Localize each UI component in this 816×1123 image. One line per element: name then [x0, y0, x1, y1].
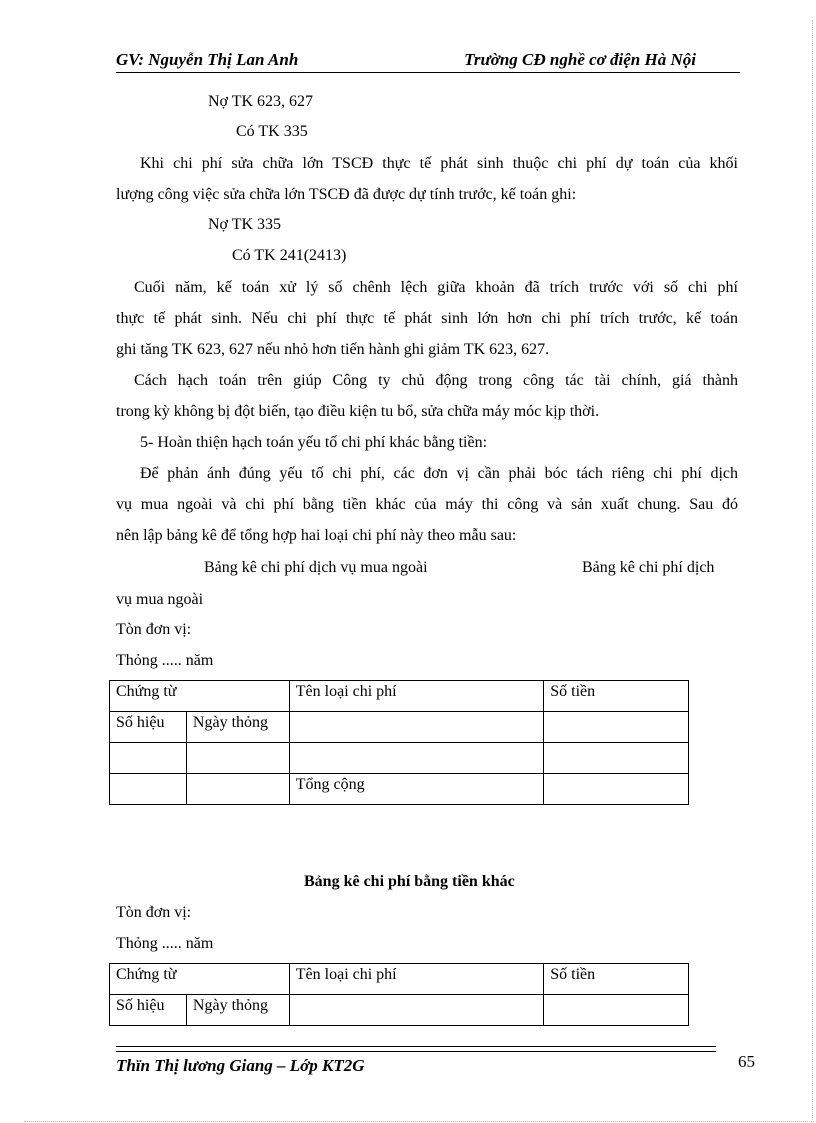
table-cell — [289, 712, 543, 743]
page-edge-bottom — [24, 1121, 814, 1122]
footer-author: Thïn Thị lương Giang – Lớp KT2G — [116, 1056, 365, 1075]
page-header — [116, 50, 740, 73]
entry-credit-241: Có TK 241(2413) — [232, 247, 347, 264]
table-cell — [186, 774, 289, 805]
section-5-heading: 5- Hoàn thiện hạch toán yếu tố chi phí khác bằng tiền: — [140, 434, 488, 451]
header-voucher: Chứng từ — [110, 681, 290, 712]
table-cell — [544, 743, 689, 774]
table-row — [110, 712, 689, 743]
unit-name-label-1: Tòn đơn vị: — [116, 621, 192, 638]
paragraph-3-line-2: trong kỳ không bị đột biến, tạo điều kiện tu bổ, sửa chữa máy móc kịp thời. — [116, 403, 600, 420]
unit-name-label-2: Tòn đơn vị: — [116, 904, 192, 921]
paragraph-4-line-2: vụ mua ngoài và chi phí bằng tiền khác của máy thi công và sản xuất chung. Sau đó — [116, 496, 738, 513]
paragraph-3-line-1: Cách hạch toán trên giúp Công ty chủ động trong công tác tài chính, giá thành — [134, 372, 738, 389]
header-school: Trường CĐ nghề cơ điện Hà Nội — [464, 50, 696, 69]
paragraph-2-line-2: thực tế phát sinh. Nếu chi phí thực tế phát sinh lớn hơn chi phí trích trước, kế toán — [116, 310, 738, 327]
table-1-title-repeat: Bảng kê chi phí dịch — [582, 559, 715, 576]
header-amount: Số tiền — [544, 964, 689, 995]
paragraph-1-line-2: lượng công việc sửa chữa lớn TSCĐ đã được dự tính trước, kế toán ghi: — [116, 186, 577, 203]
paragraph-4-line-3: nên lập bảng kê để tổng hợp hai loại chi phí này theo mẫu sau: — [116, 527, 517, 544]
page-edge-right — [812, 20, 813, 1120]
table-cell — [289, 743, 543, 774]
table-row — [110, 964, 689, 995]
header-expense-name: Tên loại chi phí — [289, 681, 543, 712]
expense-table-other-cash — [109, 963, 689, 1026]
table-1-title: Bảng kê chi phí dịch vụ mua ngoài — [204, 559, 428, 576]
table-cell — [110, 774, 187, 805]
table-row — [110, 743, 689, 774]
month-year-label-2: Thỏng ..... năm — [116, 935, 214, 952]
table-cell — [544, 712, 689, 743]
table-1-title-repeat-cont: vụ mua ngoài — [116, 591, 204, 608]
entry-credit-335: Có TK 335 — [236, 123, 308, 140]
header-expense-name: Tên loại chi phí — [289, 964, 543, 995]
header-voucher: Chứng từ — [110, 964, 290, 995]
paragraph-2-line-1: Cuối năm, kế toán xử lý số chênh lệch giữa khoản đã trích trước với số chi phí — [134, 279, 738, 296]
entry-debit-335: Nợ TK 335 — [208, 216, 282, 233]
paragraph-1-line-1: Khi chi phí sửa chữa lớn TSCĐ thực tế phát sinh thuộc chi phí dự toán của khối — [140, 155, 738, 172]
table-cell — [289, 995, 543, 1026]
header-voucher-number: Số hiệu — [110, 995, 187, 1026]
header-voucher-date: Ngày thỏng — [186, 712, 289, 743]
table-cell — [110, 743, 187, 774]
expense-table-outsourced — [109, 680, 689, 805]
table-row — [110, 774, 689, 805]
total-label: Tổng cộng — [289, 774, 543, 805]
header-teacher: GV: Nguyễn Thị Lan Anh — [116, 50, 299, 69]
month-year-label-1: Thỏng ..... năm — [116, 652, 214, 669]
entry-debit-623: Nợ TK 623, 627 — [208, 93, 314, 110]
table-row — [110, 681, 689, 712]
table-2-title: Bảng kê chi phí bằng tiền khác — [304, 873, 515, 890]
table-row — [110, 995, 689, 1026]
paragraph-4-line-1: Để phản ánh đúng yếu tố chi phí, các đơn vị cần phải bóc tách riêng chi phí dịch — [140, 465, 738, 482]
header-voucher-date: Ngày thỏng — [186, 995, 289, 1026]
paragraph-2-line-3: ghi tăng TK 623, 627 nếu nhỏ hơn tiến hành ghi giảm TK 623, 627. — [116, 341, 550, 358]
table-cell — [544, 995, 689, 1026]
header-voucher-number: Số hiệu — [110, 712, 187, 743]
header-amount: Số tiền — [544, 681, 689, 712]
footer-double-rule — [116, 1046, 716, 1052]
table-cell — [544, 774, 689, 805]
page-number: 65 — [738, 1052, 755, 1071]
table-cell — [186, 743, 289, 774]
